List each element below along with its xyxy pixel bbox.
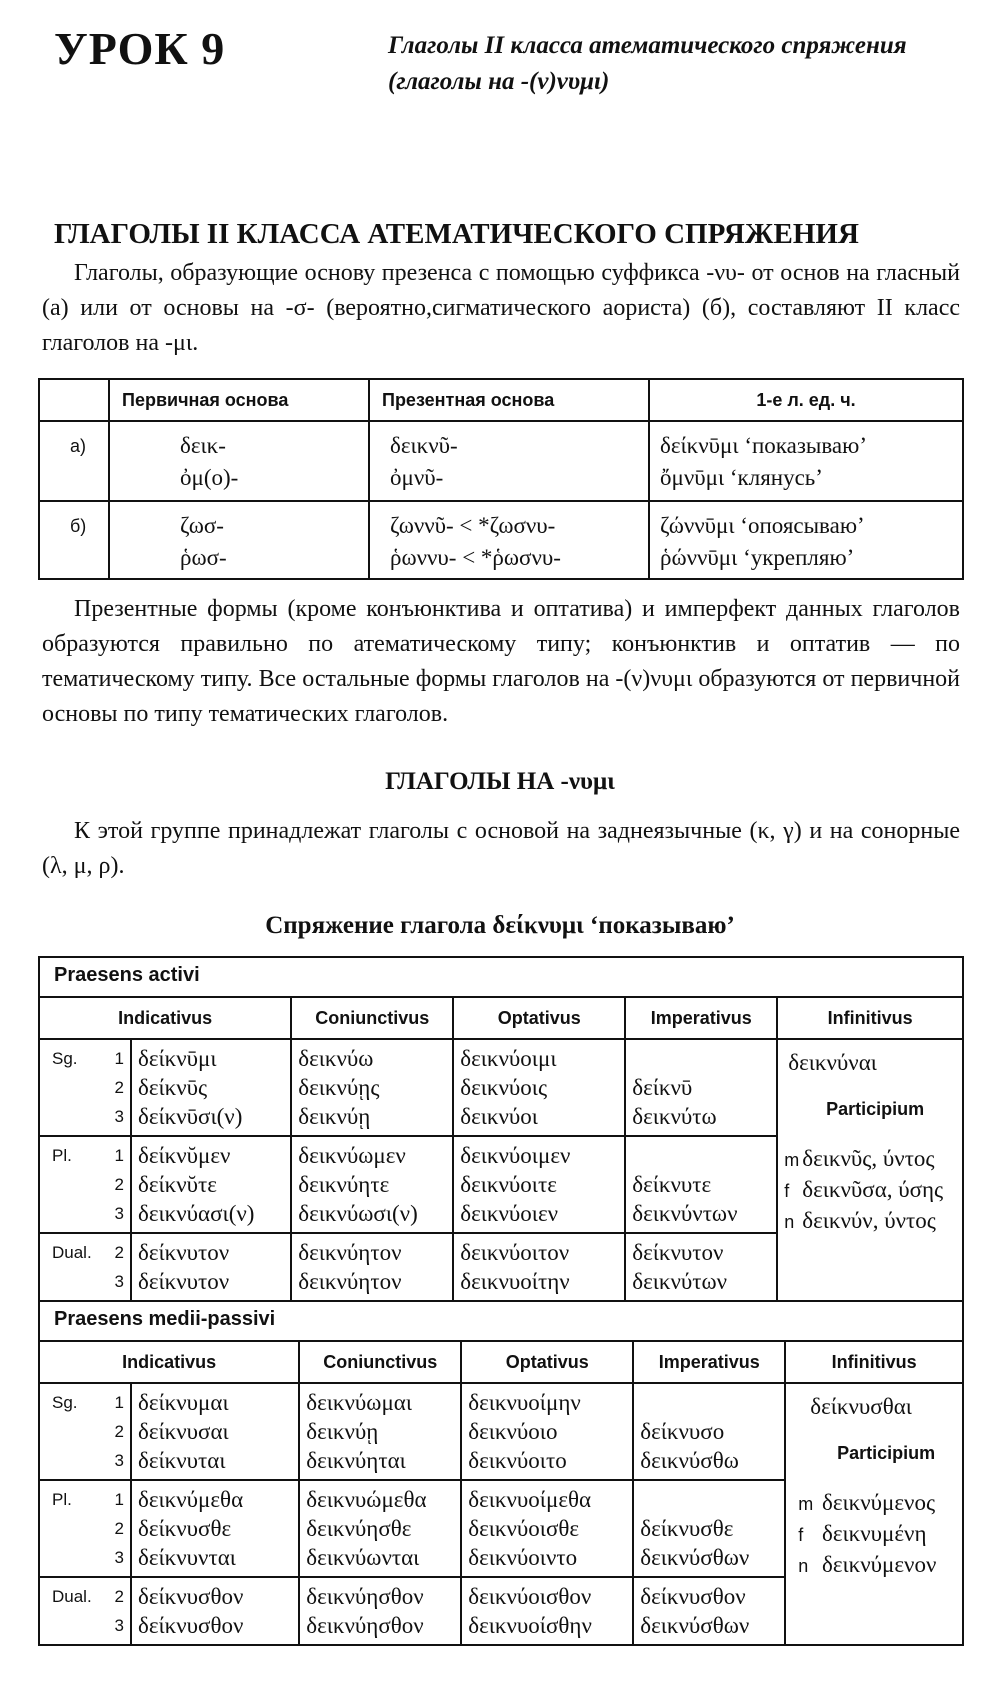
participle-m: [798, 1488, 962, 1519]
person-number-cell: [39, 1577, 131, 1645]
person-number-label: [52, 1611, 130, 1640]
verb-form: δεικνύησθε: [306, 1516, 412, 1541]
participles-cell: [785, 1480, 963, 1645]
person-number-label: 1: [114, 1490, 124, 1509]
verb-form: δείκνυτον: [632, 1240, 724, 1265]
person-number-label: 2: [114, 1519, 124, 1538]
verb-form: δείκνυσθον: [138, 1613, 244, 1638]
text: δεικνῦς, ύντος: [802, 1146, 935, 1171]
person-number-cell: [39, 1039, 131, 1136]
verb-form: δεικνυοίμην: [468, 1390, 581, 1415]
indicative-cell: [131, 1136, 291, 1233]
section1-note: [42, 592, 960, 732]
verb-form: δεικνύοι: [460, 1104, 538, 1129]
text: f: [798, 1525, 804, 1545]
stem-primary: ῥωσ-: [180, 545, 227, 570]
optative-cell: [461, 1577, 633, 1645]
stems-primary-cell: [109, 501, 369, 579]
verb-form: δεικνύῃς: [298, 1075, 380, 1100]
verb-form: δείκνυσθον: [138, 1584, 244, 1609]
mediopassive-section-label: Praesens medii-passivi: [39, 1301, 963, 1341]
stems-row-label: а): [39, 421, 109, 501]
verb-form: δεικνύοισθον: [468, 1584, 592, 1609]
optative-cell: [453, 1233, 625, 1301]
person-number-label: 3: [114, 1616, 124, 1635]
verb-form: δεικνύντων: [632, 1201, 738, 1226]
verb-form: δεικνύηται: [306, 1448, 406, 1473]
section2-text: [42, 814, 960, 884]
verb-form: δεικνύοισθε: [468, 1516, 580, 1541]
person-number-label: Pl.: [52, 1146, 72, 1165]
person-number-label: [52, 1582, 130, 1611]
participium-label: Participium: [837, 1443, 936, 1463]
verb-form: δείκνυσθε: [640, 1516, 734, 1541]
mediopassive-conjugation-table: [38, 1300, 964, 1646]
person-number-label: [52, 1417, 130, 1446]
text: δεικνύν, ύντος: [802, 1208, 936, 1233]
person-number-label: 1: [114, 1049, 124, 1068]
lesson-number: УРОК 9: [54, 23, 226, 74]
verb-form: δεικνύμεθα: [138, 1487, 244, 1512]
verb-form: δείκνυνται: [138, 1545, 236, 1570]
person-number-label: [52, 1543, 130, 1572]
verb-form: δεικνύοιεν: [460, 1201, 559, 1226]
verb-form: δείκνυμαι: [138, 1390, 229, 1415]
person-number-cell: [39, 1383, 131, 1480]
optative-cell: [453, 1136, 625, 1233]
verb-form: δεικνύωσι(ν): [298, 1201, 418, 1226]
text: δεικνῦσα, ύσης: [802, 1177, 944, 1202]
verb-form: δείκνῡ: [632, 1075, 693, 1100]
person-number-label: [52, 1446, 130, 1475]
person-number-label: [52, 1267, 130, 1296]
person-number-label: 1: [114, 1146, 124, 1165]
stems-present-cell: [369, 501, 649, 579]
person-number-label: [52, 1073, 130, 1102]
verb-form: δείκνῠτε: [138, 1172, 217, 1197]
text: δεικνύμενον: [822, 1552, 937, 1577]
person-number-cell: [39, 1136, 131, 1233]
stem-primary: ὀμ(ο)-: [180, 465, 239, 490]
person-number-label: 2: [114, 1175, 124, 1194]
verb-form: δεικνύωμαι: [306, 1390, 413, 1415]
col-indicativus: Indicativus: [39, 997, 291, 1039]
verb-form: δεικνύωνται: [306, 1545, 420, 1570]
section1-note-text: Презентные формы (кроме конъюнктива и оптатива) и имперфект данных глаголов образуются правильно по атематическому типу; конъюнктив и оптатив — по тематическому типу. Все остальные формы глаголов на -(ν)νυμι образуются от первичной основы по типу тематических глаголов.: [42, 596, 960, 727]
stems-first-cell: [649, 421, 963, 501]
subjunctive-cell: [299, 1577, 461, 1645]
verb-form: δεικνύῃ: [306, 1419, 379, 1444]
imperative-cell: [633, 1383, 785, 1480]
stem-first-person: ζώννῡμι ‘опоясываю’: [660, 513, 865, 538]
text: m: [798, 1494, 814, 1514]
col-optativus: Optativus: [453, 997, 625, 1039]
person-number-label: 1: [114, 1393, 124, 1412]
text: n: [784, 1212, 795, 1232]
person-number-label: [52, 1514, 130, 1543]
participle-n: [798, 1550, 962, 1581]
section1-intro-text: Глаголы, образующие основу презенса с помощью суффикса -νυ- от основ на гласный (а) или от основы на -σ- (вероятно,сигматического аориста) (б), составляют II класс глаголов на -μι.: [42, 260, 960, 356]
verb-form: δεικνύοιμι: [460, 1046, 557, 1071]
imperative-cell: [633, 1577, 785, 1645]
text: f: [784, 1181, 790, 1201]
person-number-label: [52, 1141, 130, 1170]
subjunctive-cell: [299, 1383, 461, 1480]
stem-present: ζωννῦ- < *ζωσνυ-: [390, 513, 556, 538]
person-number-label: Dual.: [52, 1587, 92, 1606]
conjugation-title: Спряжение глагола δείκνυμι ‘показываю’: [265, 912, 735, 939]
verb-form: δεικνύτων: [632, 1269, 728, 1294]
optative-cell: [453, 1039, 625, 1136]
stem-present: ὀμνῦ-: [390, 465, 444, 490]
subjunctive-cell: [291, 1039, 453, 1136]
mediopassive-header-row: [39, 1341, 963, 1383]
verb-form: δείκνυσθε: [138, 1516, 232, 1541]
verb-form: δείκνῡσι(ν): [138, 1104, 243, 1129]
optative-cell: [461, 1383, 633, 1480]
person-number-label: 3: [114, 1272, 124, 1291]
person-number-label: Sg.: [52, 1049, 78, 1068]
active-conjugation-table: [38, 956, 964, 1302]
verb-form: δεικνύσθων: [640, 1545, 750, 1570]
person-number-label: Dual.: [52, 1243, 92, 1262]
verb-form: δεικνύητε: [298, 1172, 390, 1197]
verb-form: [632, 1141, 776, 1170]
verb-form: δεικνυοίσθην: [468, 1613, 592, 1638]
verb-form: δείκνῠμεν: [138, 1143, 231, 1168]
subjunctive-cell: [299, 1480, 461, 1577]
stem-first-person: ῥώννῡμι ‘укрепляю’: [660, 545, 855, 570]
stems-present-cell: [369, 421, 649, 501]
section2-text-body: К этой группе принадлежат глаголы с основой на заднеязычные (κ, γ) и на сонорные (λ, μ, ρ).: [42, 818, 960, 879]
imperative-cell: [633, 1480, 785, 1577]
imperative-cell: [625, 1233, 777, 1301]
participium-label: Participium: [826, 1099, 925, 1119]
col-coniunctivus: Coniunctivus: [299, 1341, 461, 1383]
person-number-label: [52, 1485, 130, 1514]
verb-form: δείκνυτον: [138, 1269, 230, 1294]
person-number-label: Pl.: [52, 1490, 72, 1509]
verb-form: [640, 1388, 784, 1417]
mediopassive-pl-row: [39, 1480, 963, 1577]
stems-table: [38, 378, 964, 580]
verb-form: δεικνύητον: [298, 1269, 402, 1294]
person-number-label: 2: [114, 1587, 124, 1606]
person-number-label: 2: [114, 1243, 124, 1262]
verb-form: δεικνύωμεν: [298, 1143, 406, 1168]
stem-primary: δεικ-: [180, 433, 226, 458]
verb-form: δείκνυτε: [632, 1172, 712, 1197]
text: m: [784, 1150, 800, 1170]
verb-form: δείκνῡμι: [138, 1046, 217, 1071]
verb-form: δεικνύητον: [298, 1240, 402, 1265]
verb-form: δεικνύοιτο: [468, 1448, 567, 1473]
stems-header-first: 1-е л. ед. ч.: [649, 379, 963, 421]
stems-row-label: б): [39, 501, 109, 579]
person-number-cell: [39, 1233, 131, 1301]
verb-form: δεικνύω: [298, 1046, 374, 1071]
verb-form: δεικνύησθον: [306, 1584, 424, 1609]
verb-form: δεικνύσθω: [640, 1448, 739, 1473]
active-header-row: [39, 997, 963, 1039]
person-number-label: [52, 1102, 130, 1131]
infinitive-form: δείκνυσθαι: [810, 1394, 912, 1419]
section2-title: ГЛАГОЛЫ НА -νυμι: [385, 768, 615, 795]
imperative-cell: [625, 1039, 777, 1136]
text: δεικνυμένη: [822, 1521, 927, 1546]
participle-n: [784, 1206, 962, 1237]
verb-form: δείκνυσθον: [640, 1584, 746, 1609]
indicative-cell: [131, 1039, 291, 1136]
stem-first-person: ὄμνῡμι ‘клянусь’: [660, 465, 823, 490]
verb-form: δείκνυτον: [138, 1240, 230, 1265]
col-indicativus: Indicativus: [39, 1341, 299, 1383]
person-number-label: 2: [114, 1422, 124, 1441]
infinitive-cell: [777, 1039, 963, 1136]
col-coniunctivus: Coniunctivus: [291, 997, 453, 1039]
stem-first-person: δείκνῡμι ‘показываю’: [660, 433, 867, 458]
person-number-label: 2: [114, 1078, 124, 1097]
person-number-label: [52, 1238, 130, 1267]
stems-header-present: Презентная основа: [369, 379, 649, 421]
verb-form: δεικνύῃ: [298, 1104, 371, 1129]
section1-intro: [42, 256, 960, 361]
optative-cell: [461, 1480, 633, 1577]
lesson-topic-line1: Глаголы II класса атематического спряжения: [388, 32, 907, 59]
stems-header-empty: [39, 379, 109, 421]
indicative-cell: [131, 1480, 299, 1577]
verb-form: δεικνύοις: [460, 1075, 548, 1100]
verb-form: δεικνύοιο: [468, 1419, 558, 1444]
verb-form: δεικνύησθον: [306, 1613, 424, 1638]
participle-f: [784, 1175, 962, 1206]
verb-form: δείκνυσο: [640, 1419, 725, 1444]
infinitive-form: δεικνύναι: [788, 1050, 877, 1075]
verb-form: δεικνύοιτον: [460, 1240, 570, 1265]
person-number-label: 3: [114, 1451, 124, 1470]
stem-present: ῥωννυ- < *ῥωσνυ-: [390, 545, 561, 570]
stems-header-primary: Первичная основа: [109, 379, 369, 421]
indicative-cell: [131, 1383, 299, 1480]
verb-form: δείκνυσαι: [138, 1419, 229, 1444]
imperative-cell: [625, 1136, 777, 1233]
participle-m: [784, 1144, 962, 1175]
verb-form: [632, 1044, 776, 1073]
stem-present: δεικνῦ-: [390, 433, 458, 458]
col-imperativus: Imperativus: [625, 997, 777, 1039]
lesson-topic-line2: (глаголы на -(ν)νυμι): [388, 68, 610, 95]
indicative-cell: [131, 1233, 291, 1301]
col-optativus: Optativus: [461, 1341, 633, 1383]
subjunctive-cell: [291, 1233, 453, 1301]
active-pl-row: [39, 1136, 963, 1233]
verb-form: δείκνῡς: [138, 1075, 208, 1100]
text: n: [798, 1556, 809, 1576]
stem-primary: ζωσ-: [180, 513, 224, 538]
stems-primary-cell: [109, 421, 369, 501]
person-number-label: [52, 1044, 130, 1073]
participle-f: [798, 1519, 962, 1550]
verb-form: δεικνύτω: [632, 1104, 717, 1129]
verb-form: δεικνύοιτε: [460, 1172, 557, 1197]
stems-row-b: [39, 501, 963, 579]
active-sg-row: [39, 1039, 963, 1136]
person-number-label: [52, 1170, 130, 1199]
section1-title: ГЛАГОЛЫ II КЛАССА АТЕМАТИЧЕСКОГО СПРЯЖЕНИЯ: [54, 218, 859, 250]
person-number-label: 3: [114, 1548, 124, 1567]
verb-form: δεικνύοιντο: [468, 1545, 578, 1570]
col-infinitivus: Infinitivus: [785, 1341, 963, 1383]
verb-form: δεικνύοιμεν: [460, 1143, 571, 1168]
verb-form: δεικνύασι(ν): [138, 1201, 255, 1226]
person-number-label: [52, 1388, 130, 1417]
verb-form: δείκνυται: [138, 1448, 226, 1473]
subjunctive-cell: [291, 1136, 453, 1233]
col-infinitivus: Infinitivus: [777, 997, 963, 1039]
text: δεικνύμενος: [822, 1490, 936, 1515]
person-number-label: [52, 1199, 130, 1228]
verb-form: δεικνύσθων: [640, 1613, 750, 1638]
verb-form: δεικνυοίμεθα: [468, 1487, 592, 1512]
person-number-label: Sg.: [52, 1393, 78, 1412]
person-number-label: 3: [114, 1204, 124, 1223]
stems-row-a: [39, 421, 963, 501]
active-section-label: Praesens activi: [39, 957, 963, 997]
infinitive-cell: [785, 1383, 963, 1480]
mediopassive-sg-row: [39, 1383, 963, 1480]
verb-form: δεικνυώμεθα: [306, 1487, 427, 1512]
stems-first-cell: [649, 501, 963, 579]
participles-cell: [777, 1136, 963, 1301]
indicative-cell: [131, 1577, 299, 1645]
verb-form: δεικνυοίτην: [460, 1269, 570, 1294]
person-number-cell: [39, 1480, 131, 1577]
verb-form: [640, 1485, 784, 1514]
person-number-label: 3: [114, 1107, 124, 1126]
lesson-topic: [388, 28, 907, 100]
col-imperativus: Imperativus: [633, 1341, 785, 1383]
